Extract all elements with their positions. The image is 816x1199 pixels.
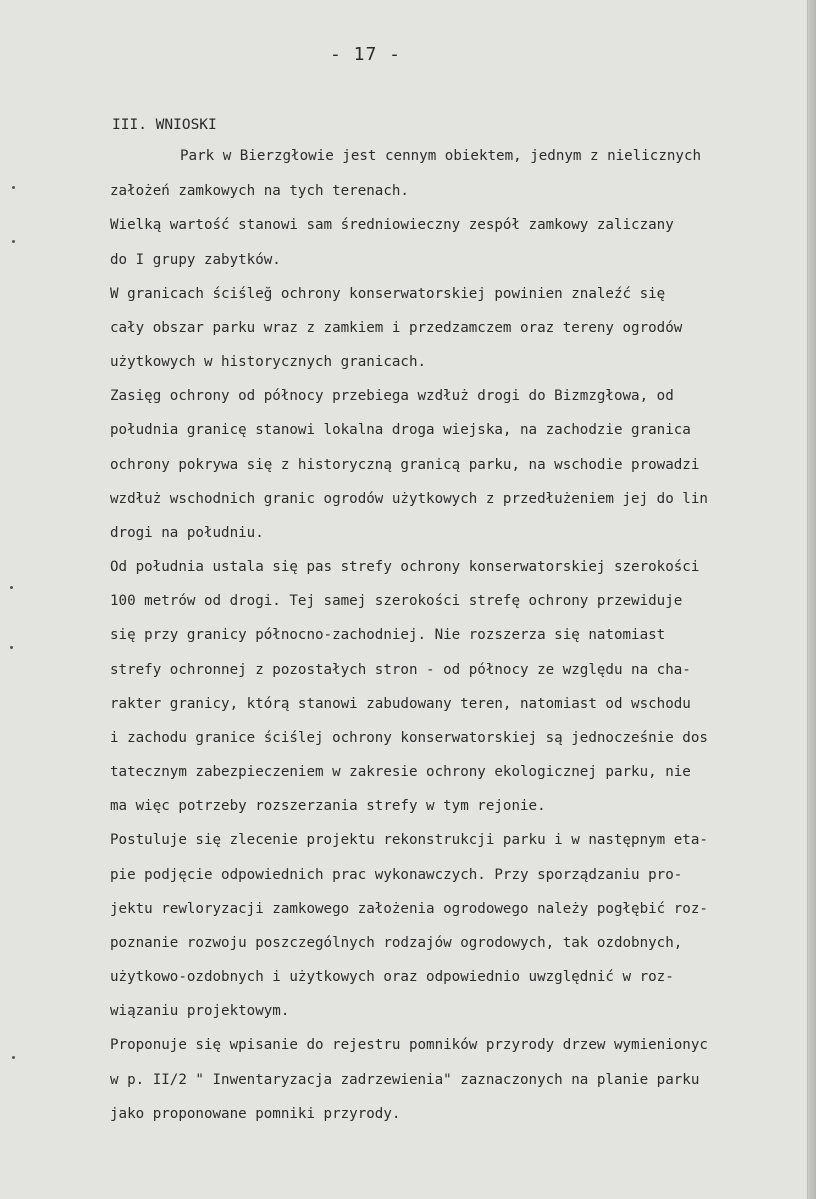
text-line: Zasięg ochrony od północy przebiega wzdłuż drogi do Bizmzgłowa, od xyxy=(110,388,674,404)
text-line: do I grupy zabytków. xyxy=(110,252,281,268)
text-line: w p. II/2 " Inwentaryzacja zadrzewienia" zaznaczonych na planie parku xyxy=(110,1072,700,1088)
text-line: pie podjęcie odpowiednich prac wykonawczych. Przy sporządzaniu pro- xyxy=(110,867,683,883)
text-line: wiązaniu projektowym. xyxy=(110,1003,290,1019)
text-line: Proponuje się wpisanie do rejestru pomników przyrody drzew wymienionyc xyxy=(110,1037,708,1053)
text-line: założeń zamkowych na tych terenach. xyxy=(110,183,409,199)
text-line: cały obszar parku wraz z zamkiem i przedzamczem oraz tereny ogrodów xyxy=(110,320,683,336)
text-line: Wielką wartość stanowi sam średniowieczny zespół zamkowy zaliczany xyxy=(110,217,674,233)
text-line: i zachodu granice ściślej ochrony konserwatorskiej są jednocześnie dos xyxy=(110,730,708,746)
text-line: jako proponowane pomniki przyrody. xyxy=(110,1106,401,1122)
margin-speck xyxy=(10,646,13,649)
text-line: Park w Bierzgłowie jest cennym obiektem, jednym z nielicznych xyxy=(180,148,702,164)
text-line: drogi na południu. xyxy=(110,525,264,541)
text-line: się przy granicy północno-zachodniej. Nie rozszerza się natomiast xyxy=(110,627,666,643)
text-line: południa granicę stanowi lokalna droga wiejska, na zachodzie granica xyxy=(110,422,691,438)
page-edge xyxy=(808,0,816,1199)
text-line: 100 metrów od drogi. Tej samej szerokości strefę ochrony przewiduje xyxy=(110,593,683,609)
section-heading: III. WNIOSKI xyxy=(112,117,217,133)
text-line: użytkowych w historycznych granicach. xyxy=(110,354,427,370)
margin-speck xyxy=(12,240,15,243)
text-line: rakter granicy, którą stanowi zabudowany teren, natomiast od wschodu xyxy=(110,696,691,712)
text-line: Postuluje się zlecenie projektu rekonstrukcji parku i w następnym eta- xyxy=(110,832,708,848)
margin-speck xyxy=(10,586,13,589)
text-line: tatecznym zabezpieczeniem w zakresie ochrony ekologicznej parku, nie xyxy=(110,764,691,780)
text-line: strefy ochronnej z pozostałych stron - od północy ze względu na cha- xyxy=(110,662,691,678)
text-line: ma więc potrzeby rozszerzania strefy w tym rejonie. xyxy=(110,798,546,814)
margin-speck xyxy=(12,186,15,189)
margin-speck xyxy=(12,1056,15,1059)
text-line: poznanie rozwoju poszczególnych rodzajów ogrodowych, tak ozdobnych, xyxy=(110,935,683,951)
text-line: Od południa ustala się pas strefy ochrony konserwatorskiej szerokości xyxy=(110,559,700,575)
text-line: wzdłuż wschodnich granic ogrodów użytkowych z przedłużeniem jej do lin xyxy=(110,491,708,507)
text-line: W granicach ściśleğ ochrony konserwatorskiej powinien znaleźć się xyxy=(110,286,666,302)
text-line: użytkowo-ozdobnych i użytkowych oraz odpowiednio uwzględnić w roz- xyxy=(110,969,674,985)
text-line: ochrony pokrywa się z historyczną granicą parku, na wschodie prowadzi xyxy=(110,457,700,473)
text-line: jektu rewloryzacji zamkowego założenia ogrodowego należy pogłębić roz- xyxy=(110,901,708,917)
page-number: - 17 - xyxy=(330,44,402,65)
